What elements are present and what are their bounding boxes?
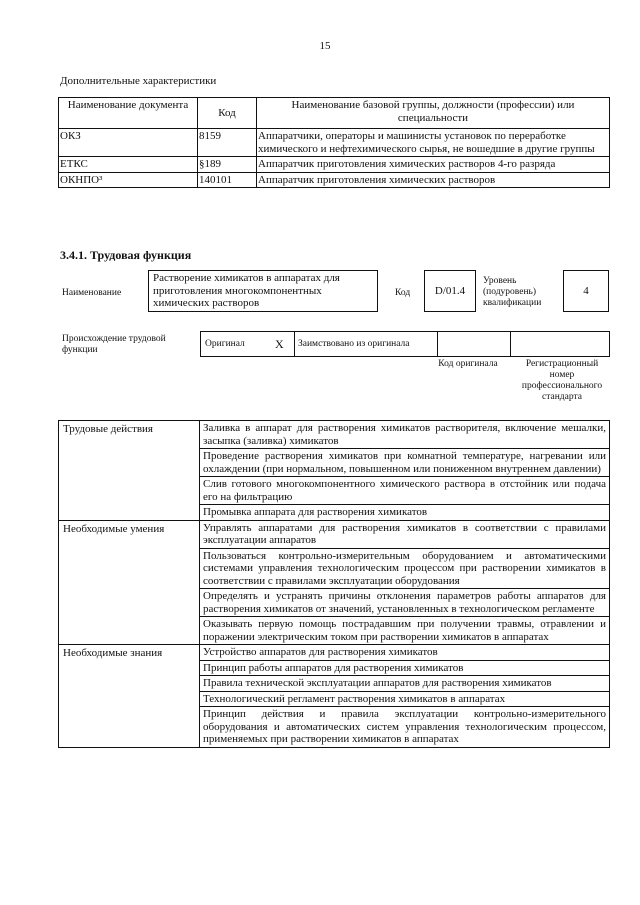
section-label: Трудовые действия: [59, 421, 200, 521]
extra-header-row: [59, 98, 610, 129]
origin-label: Происхождение трудовой функции: [62, 334, 166, 355]
list-item: Принцип работы аппаратов для растворения химикатов: [200, 660, 610, 676]
list-item: Заливка в аппарат для растворения химикатов растворителя, включение мешалки, засыпка (заливка) химикатов: [200, 421, 610, 449]
function-code: D/01.4: [424, 270, 476, 312]
list-item: Правила технической эксплуатации аппаратов для растворения химикатов: [200, 676, 610, 692]
table-row: [59, 520, 610, 548]
table-row: [59, 421, 610, 449]
page-number: 15: [319, 40, 331, 52]
original-mark: X: [274, 332, 295, 357]
extra-table: [58, 97, 610, 188]
row-code: 140101: [198, 172, 257, 188]
sections-table: [58, 420, 610, 748]
list-item: Определять и устранять причины отклонения параметров работы аппаратов для растворения химикатов от значений, установленных в технологическом регламенте: [200, 589, 610, 617]
name-label: Наименование: [62, 288, 122, 298]
header-doc: Наименование документа: [59, 98, 198, 129]
extra-title: Дополнительные характеристики: [60, 75, 217, 87]
header-base-group: Наименование базовой группы, должности (профессии) или специальности: [257, 98, 610, 129]
code-original-cell: [438, 332, 511, 357]
list-item: Пользоваться контрольно-измерительным оборудованием и автоматическими системами управления технологическим процессом при растворении химикатов в соответствии с правилами эксплуатации оборудования: [200, 548, 610, 589]
function-name: Растворение химикатов в аппаратах для приготовления многокомпонентных химических растворов: [148, 270, 378, 312]
row-name: Аппаратчик приготовления химических растворов 4-го разряда: [257, 157, 610, 173]
list-item: Промывка аппарата для растворения химикатов: [200, 505, 610, 521]
row-doc: ОКНПО³: [59, 172, 198, 188]
table-row: [59, 645, 610, 661]
list-item: Управлять аппаратами для растворения химикатов в соответствии с правилами эксплуатации аппаратов: [200, 520, 610, 548]
row-doc: ЕТКС: [59, 157, 198, 173]
list-item: Устройство аппаратов для растворения химикатов: [200, 645, 610, 661]
list-item: Оказывать первую помощь пострадавшим при получении травмы, отравлении и поражении электрическим током при растворении химикатов в аппаратах: [200, 617, 610, 645]
borrowed-label: Заимствовано из оригинала: [295, 332, 438, 357]
row-code: §189: [198, 157, 257, 173]
reg-number-cell: [511, 332, 610, 357]
list-item: Принцип действия и правила эксплуатации контрольно-измерительного оборудования и автоматических систем управления технологическим процессом, применяемых при растворении химикатов в аппаратах: [200, 707, 610, 748]
level-label: Уровень (подуровень) квалификации: [483, 276, 542, 308]
list-item: Технологический регламент растворения химикатов в аппаратах: [200, 691, 610, 707]
section-label: Необходимые знания: [59, 645, 200, 748]
original-label: Оригинал: [201, 332, 275, 357]
table-row: [59, 129, 610, 157]
section-label: Необходимые умения: [59, 520, 200, 645]
reg-number-caption: Регистрационный номер профессионального стандарта: [521, 359, 603, 402]
function-heading: 3.4.1. Трудовая функция: [60, 248, 192, 262]
table-row: [59, 157, 610, 173]
row-code: 8159: [198, 129, 257, 157]
origin-table: [200, 331, 610, 357]
list-item: Слив готового многокомпонентного химического раствора в отстойник или подача его на фильтрацию: [200, 477, 610, 505]
table-row: [59, 172, 610, 188]
row-name: Аппаратчик приготовления химических растворов: [257, 172, 610, 188]
row-name: Аппаратчики, операторы и машинисты установок по переработке химического и нефтехимического сырья, не вошедшие в другие группы: [257, 129, 610, 157]
code-label: Код: [395, 288, 411, 298]
header-code: Код: [198, 98, 257, 129]
list-item: Проведение растворения химикатов при комнатной температуре, нагревании или охлаждении (при нормальном, повышенном или пониженном внутреннем давлении): [200, 449, 610, 477]
row-doc: ОКЗ: [59, 129, 198, 157]
level-value: 4: [563, 270, 609, 312]
code-original-caption: Код оригинала: [438, 359, 498, 369]
